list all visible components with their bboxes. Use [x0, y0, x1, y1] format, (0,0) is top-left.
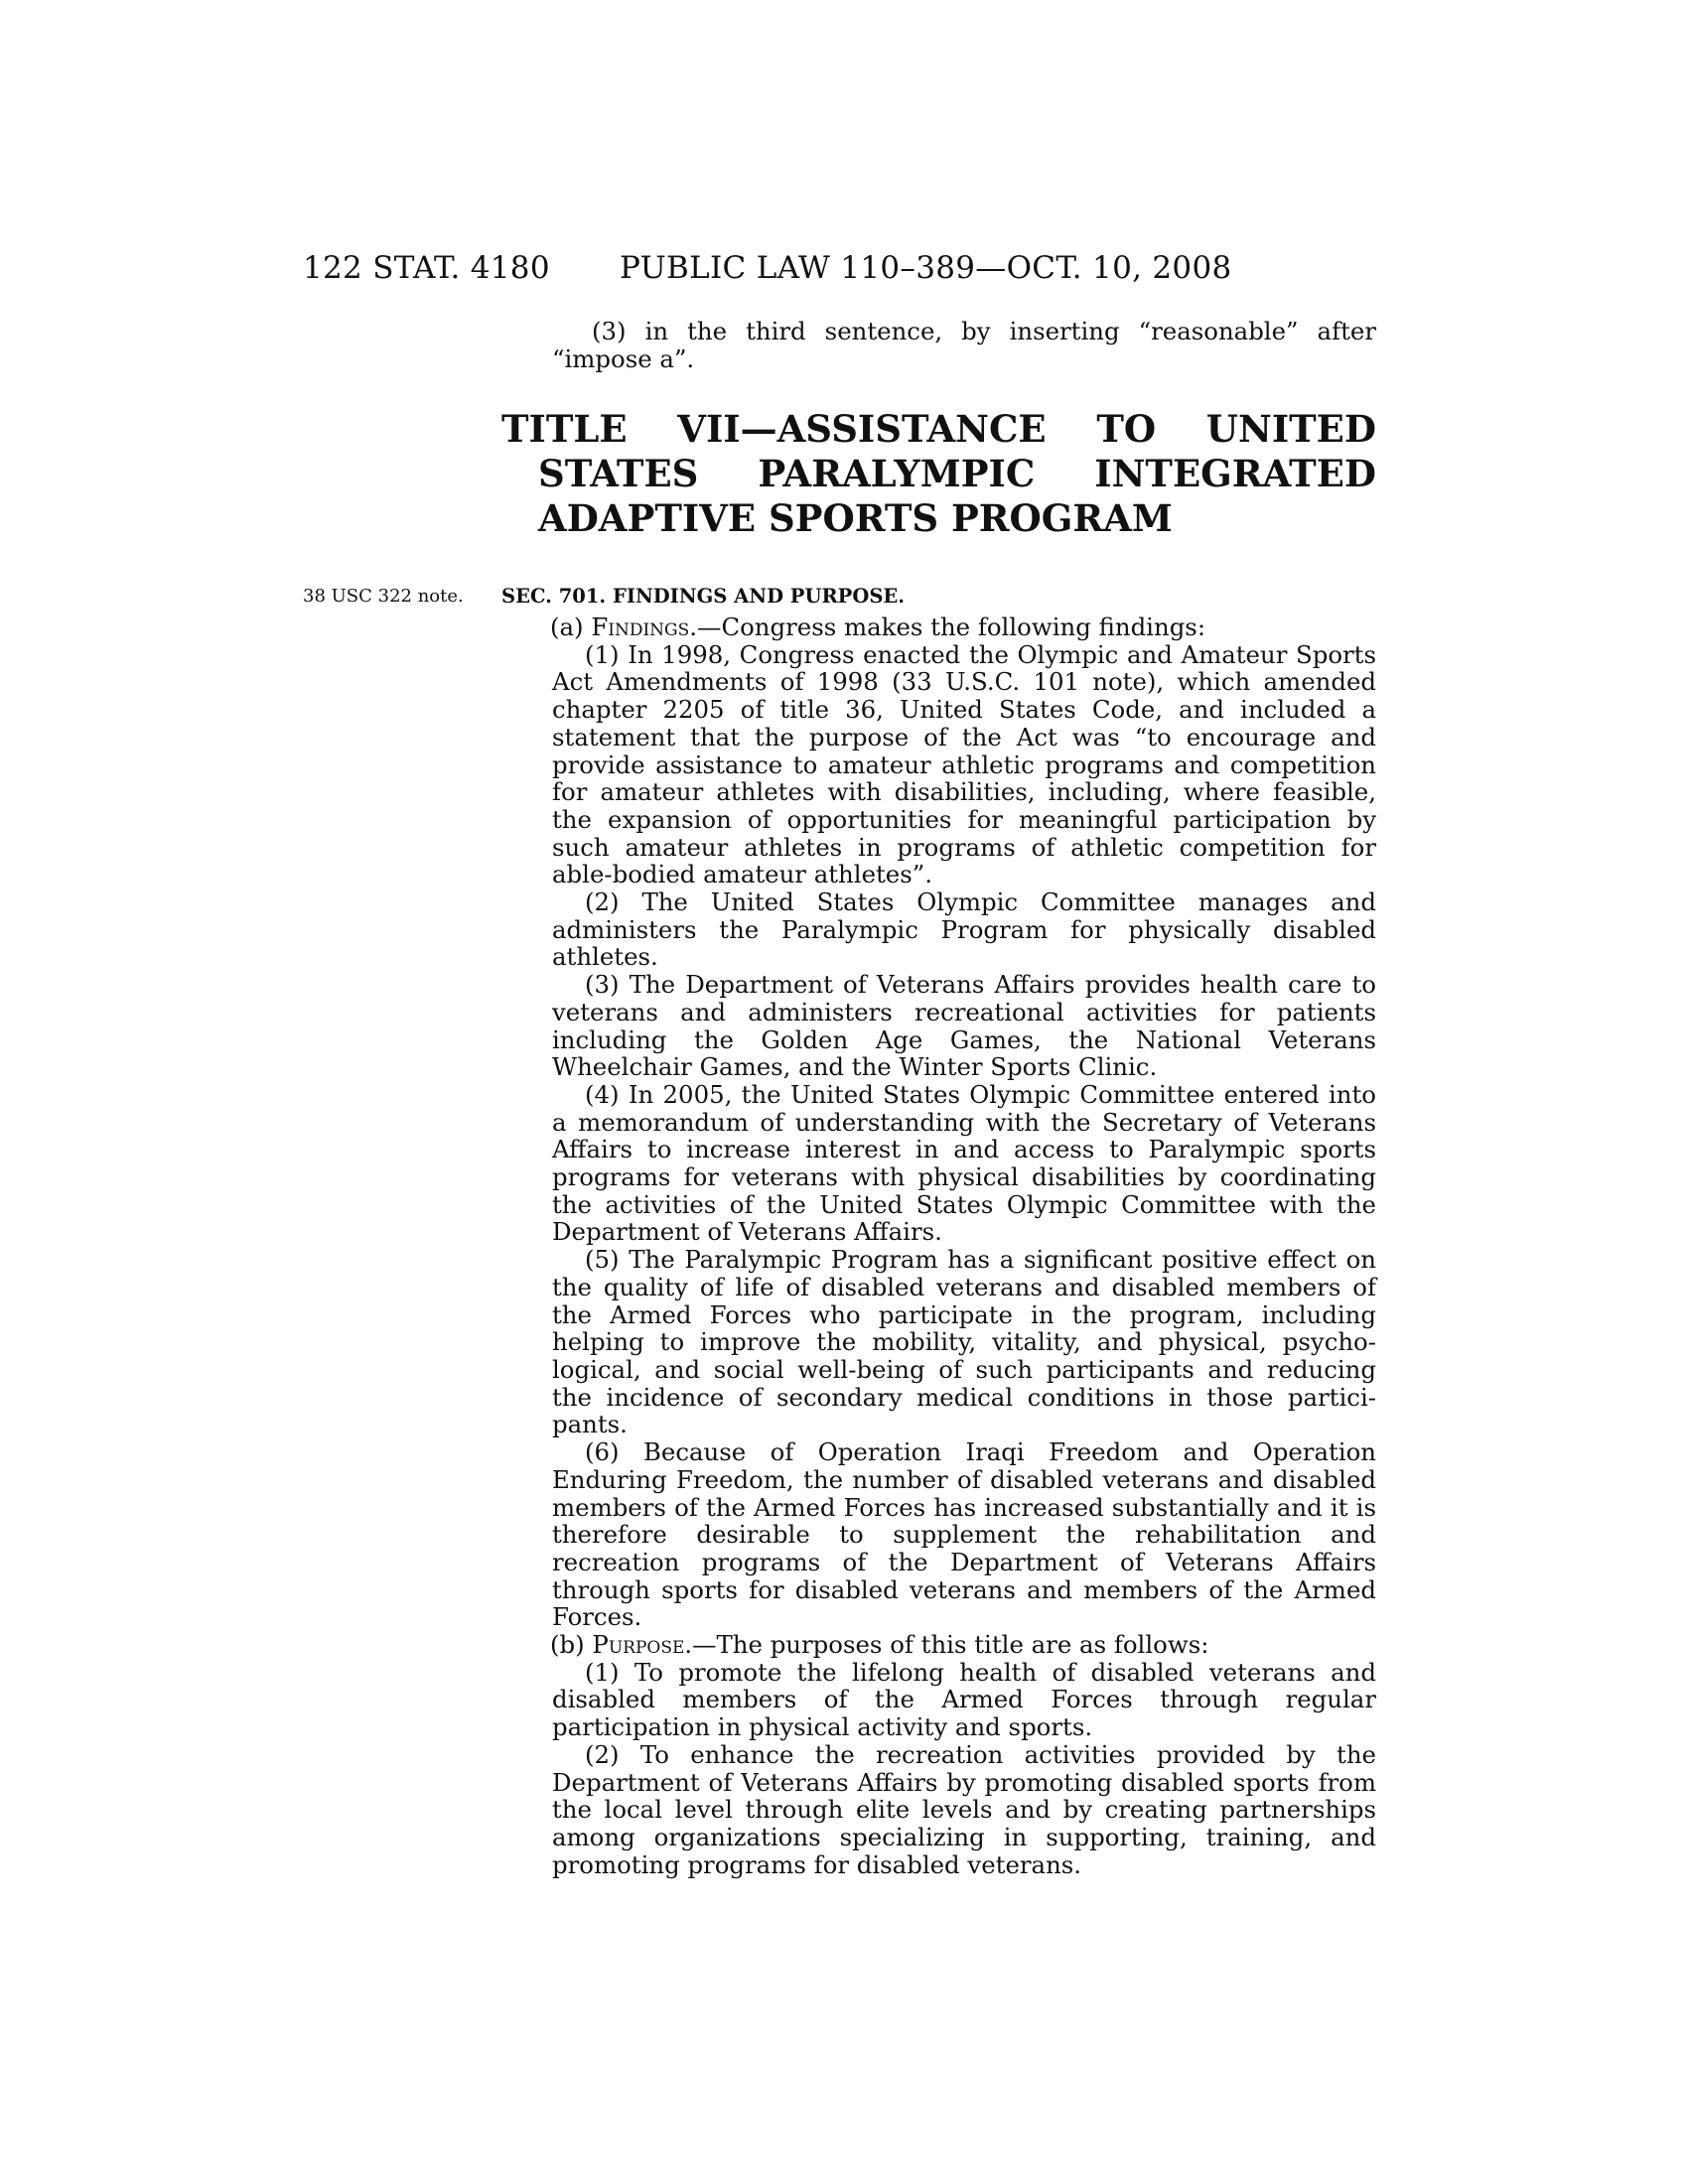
- finding-item: (3) The Department of Veterans Affairs provides health care to veterans and administers recreational activities for patients including the Golden Age Games, the National Veterans Wheelchair Games, and the Winter Sports Clinic.: [552, 970, 1376, 1082]
- title-word: STATES: [538, 452, 699, 495]
- purpose-item: (2) To enhance the recreation activities provided by the Department of Veterans Affairs by promoting disabled sports from the local level through elite levels and by creating partnerships among organizations specializing in supporting, training, and promoting programs for disabled veterans.: [552, 1739, 1376, 1879]
- finding-item: (4) In 2005, the United States Olympic Committee entered into a memorandum of understanding with the Secretary of Veterans Affairs to increase interest in and access to Paralympic sports programs for veterans with physical disabilities by coordinating the activities of the United States Olympic Committee with the Department of Veterans Affairs.: [552, 1079, 1376, 1247]
- finding-item: (6) Because of Operation Iraqi Freedom and Operation Enduring Freedom, the number of disabled veterans and disabled members of the Armed Forces has increased substantially and it is therefore desirable to supplement the rehabilitation and recreation programs of the Department of Veterans Affairs through sports for disabled veterans and members of the Armed Forces.: [552, 1437, 1376, 1632]
- title-word: ADAPTIVE SPORTS PROGRAM: [538, 496, 1173, 540]
- finding-item: (5) The Paralympic Program has a significant positive effect on the quality of life of disabled veterans and disabled members of the Armed Forces who participate in the program, including helping to improve the mobility, vitality, and physical, psychological, and social well-being of such participants and reducing the incidence of secondary medical conditions in those participants.: [552, 1245, 1376, 1439]
- title-word: TITLE: [501, 407, 628, 451]
- title-line-1: [501, 407, 1376, 452]
- findings-label: Findings: [591, 613, 690, 641]
- title-word: VII—ASSISTANCE: [677, 407, 1047, 451]
- findings-subsection-heading: (a) Findings.—Congress makes the following findings:: [550, 613, 1206, 641]
- section-body: [552, 614, 1376, 1878]
- amendment-paragraph: [552, 318, 1376, 372]
- purpose-item: (1) To promote the lifelong health of disabled veterans and disabled members of the Armed Forces through regular participation in physical activity and sports.: [552, 1657, 1376, 1742]
- purpose-label: Purpose: [592, 1630, 685, 1660]
- title-word: UNITED: [1205, 407, 1376, 451]
- finding-item: (1) In 1998, Congress enacted the Olympic and Amateur Sports Act Amendments of 1998 (33 U.S.C. 101 note), which amended chapter 2205 of title 36, United States Code, and included a statement that the purpose of the Act was “to encourage and provide assistance to amateur athletic programs and competition for amateur athletes with disabilities, including, where feasible, the expansion of opportunities for meaningful participation by such amateur athletes in programs of athletic competition for able-bodied amateur athletes”.: [552, 639, 1376, 889]
- section-heading: SEC. 701. FINDINGS AND PURPOSE.: [501, 585, 906, 608]
- statute-page-number: 122 STAT. 4180: [303, 250, 550, 286]
- title-line-2: [501, 452, 1376, 496]
- title-word: INTEGRATED: [1094, 452, 1376, 495]
- title-word: TO: [1096, 407, 1157, 451]
- margin-note: 38 USC 322 note.: [303, 586, 464, 607]
- title-line-3: [501, 496, 1376, 541]
- finding-item: (2) The United States Olympic Committee manages and administers the Paralympic Program for physically disabled athletes.: [552, 887, 1376, 972]
- title-heading: [501, 407, 1376, 541]
- amendment-text: (3) in the third sentence, by inserting “reasonable” after “impose a”.: [552, 317, 1376, 373]
- purpose-subsection-heading: (b) Purpose.—The purposes of this title are as follows:: [550, 1630, 1209, 1660]
- title-word: PARALYMPIC: [758, 452, 1036, 495]
- running-header: [0, 248, 1688, 288]
- public-law-citation: PUBLIC LAW 110–389—OCT. 10, 2008: [620, 250, 1232, 286]
